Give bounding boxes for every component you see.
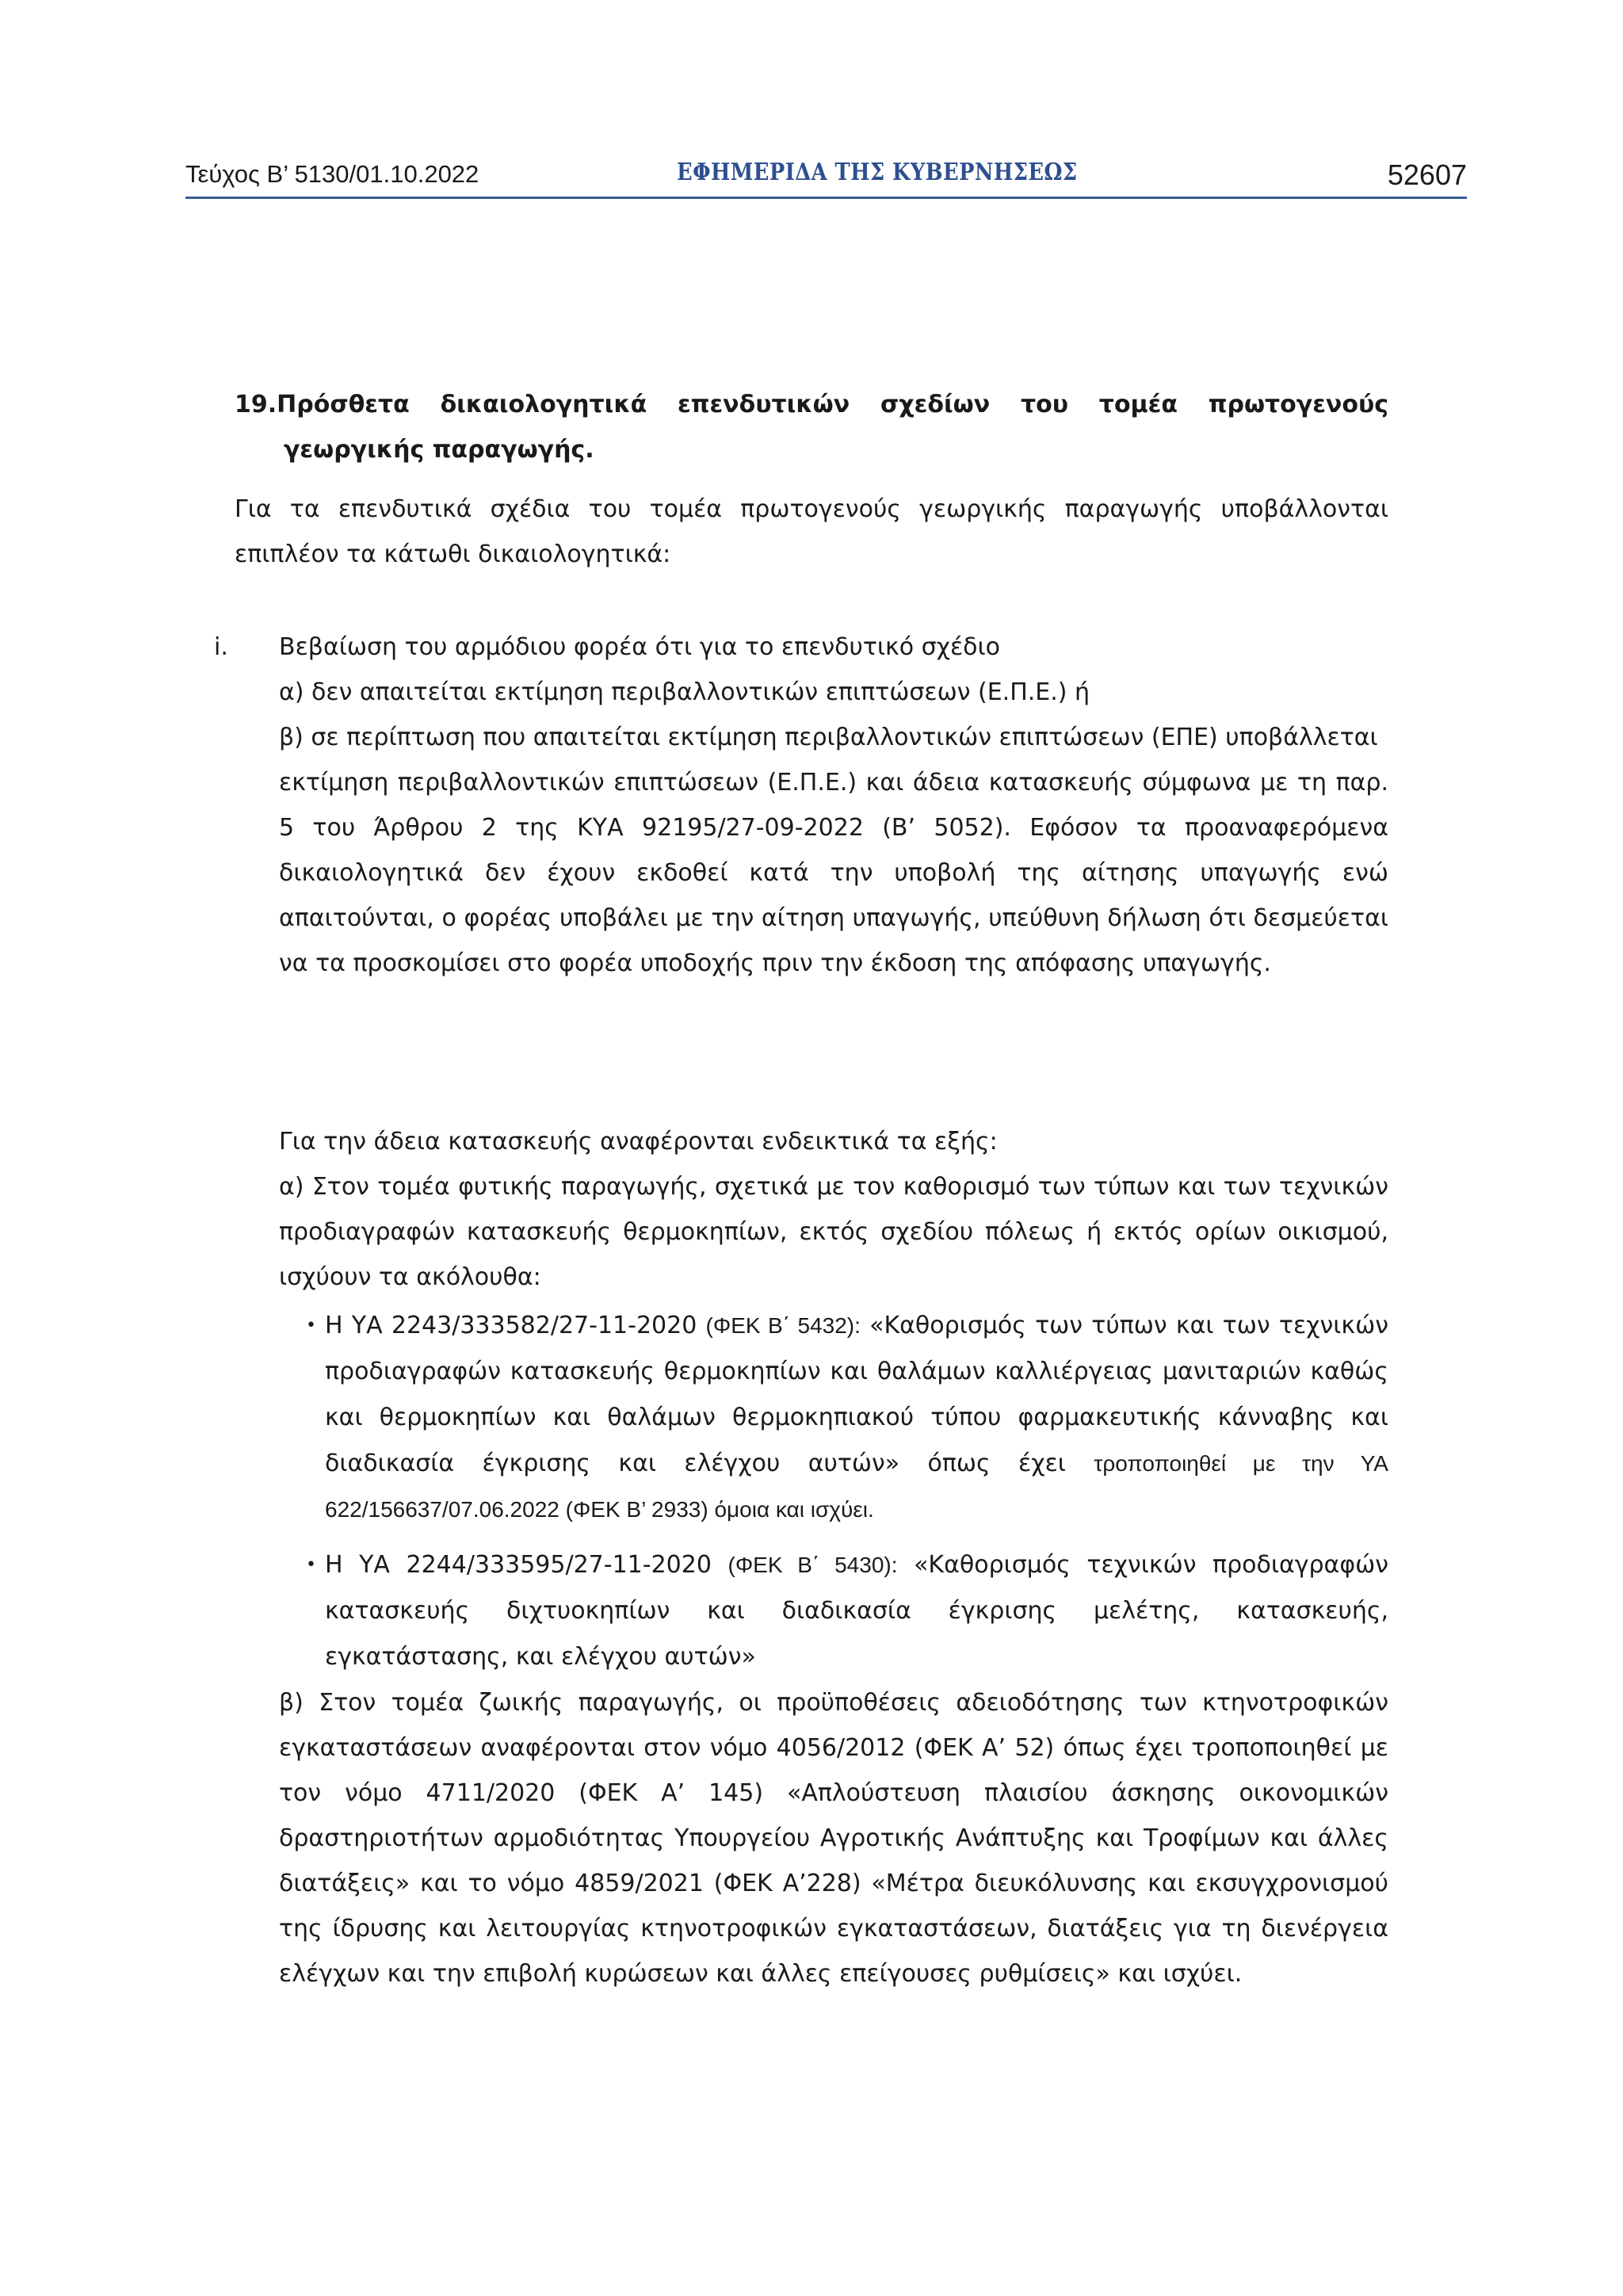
permit-beta: β) Στον τομέα ζωικής παραγωγής, οι προϋποθέσεις αδειοδότησης των κτηνοτροφικών εγκαταστάσεων αναφέρονται στον νόμο 4056/2012 (ΦΕΚ Α’ 52) όπως έχει τροποποιηθεί με τον νόμο 4711/2020 (ΦΕΚ Α’ 145) «Απλούστευση πλαισίου άσκησης οικονομικών δραστηριοτήτων αρμοδιότητας Υπουργείου Αγροτικής Ανάπτυξης και Τροφίμων και άλλες διατάξεις» και το νόμο 4859/2021 (ΦΕΚ Α’228) «Μέτρα διευκόλυνσης και εκσυγχρονισμού της ίδρυσης και λειτουργίας κτηνοτροφικών εγκαταστάσεων, διατάξεις για τη διενέργεια ελέγχων και την επιβολή κυρώσεων και άλλες επείγουσες ρυθμίσεις» και ισχύει. bbox=[279, 1689, 1388, 1988]
permit-section bbox=[279, 1119, 1388, 1300]
bullet-icon: • bbox=[306, 1316, 316, 1335]
bullet2-fek: (ΦΕΚ Β΄ 5430): bbox=[727, 1553, 898, 1577]
header-divider bbox=[185, 197, 1467, 199]
item-i-option-a: α) δεν απαιτείται εκτίμηση περιβαλλοντικών επιπτώσεων (Ε.Π.Ε.) ή bbox=[279, 678, 1090, 706]
issue-reference: Τεύχος Β’ 5130/01.10.2022 bbox=[185, 160, 479, 188]
permit-alpha: α) Στον τομέα φυτικής παραγωγής, σχετικά με τον καθορισμό των τύπων και των τεχνικών προδιαγραφών κατασκευής θερμοκηπίων, εκτός σχεδίου πόλεως ή εκτός ορίων οικισμού, ισχύουν τα ακόλουθα: bbox=[279, 1173, 1388, 1291]
bullet2-title: «Καθορισμός τεχνικών προδιαγραφών κατασκευής διχτυοκηπίων και διαδικασία έγκρισης μελέτης, κατασκευής, εγκατάστασης, και ελέγχου αυτών» bbox=[325, 1551, 1388, 1671]
item-i-body bbox=[279, 625, 1388, 986]
gazette-title: ΕΦΗΜΕΡΙΔΑ ΤΗΣ ΚΥΒΕΡΝΗΣΕΩΣ bbox=[677, 159, 1078, 186]
bullet1-regulation: Η ΥΑ 2243/333582/27-11-2020 bbox=[325, 1312, 697, 1339]
section-intro: Για τα επενδυτικά σχέδια του τομέα πρωτογενούς γεωργικής παραγωγής υποβάλλονται επιπλέον τα κάτωθι δικαιολογητικά: bbox=[235, 495, 1388, 568]
bullet1-amendment: τροποποιηθεί με την ΥΑ 622/156637/07.06.2022 (ΦΕΚ Β’ 2933) όμοια και ισχύει. bbox=[325, 1451, 1388, 1522]
permit-intro: Για την άδεια κατασκευής αναφέρονται ενδεικτικά τα εξής: bbox=[279, 1128, 998, 1156]
page-number: 52607 bbox=[1387, 159, 1467, 191]
bullet-item-2 bbox=[325, 1542, 1388, 1680]
section-heading-line1: 19.Πρόσθετα δικαιολογητικά επενδυτικών σχεδίων του τομέα πρωτογενούς bbox=[235, 391, 1388, 418]
bullet2-regulation: Η ΥΑ 2244/333595/27-11-2020 bbox=[325, 1551, 712, 1579]
item-i-line1: Βεβαίωση του αρμόδιου φορέα ότι για το επενδυτικό σχέδιο bbox=[279, 633, 1001, 661]
bullet-icon: • bbox=[306, 1555, 316, 1575]
bullet-item-1 bbox=[325, 1303, 1388, 1533]
bullet1-title: «Καθορισμός των τύπων και των τεχνικών προδιαγραφών κατασκευής θερμοκηπίων και θαλάμων καλλιέργειας μανιταριών καθώς και θερμοκηπίων και θαλάμων θερμοκηπιακού τύπου φαρμακευτικής κάνναβης και διαδικασία έγκρισης και ελέγχου αυτών» όπως έχει bbox=[325, 1312, 1388, 1477]
item-i-paragraph: εκτίμηση περιβαλλοντικών επιπτώσεων (Ε.Π.Ε.) και άδεια κατασκευής σύμφωνα με τη παρ. 5 του Άρθρου 2 της ΚΥΑ 92195/27-09-2022 (Β’ 5052). Εφόσον τα προαναφερόμενα δικαιολογητικά δεν έχουν εκδοθεί κατά την υποβολή της αίτησης υπαγωγής ενώ απαιτούνται, ο φορέας υποβάλει με την αίτηση υπαγωγής, υπεύθυνη δήλωση ότι δεσμεύεται να τα προσκομίσει στο φορέα υποδοχής πριν την έκδοση της απόφασης υπαγωγής. bbox=[279, 769, 1388, 977]
item-i-marker: i. bbox=[214, 633, 228, 661]
bullet1-fek: (ΦΕΚ Β΄ 5432): bbox=[705, 1313, 861, 1338]
section-heading bbox=[235, 382, 1388, 472]
item-i-option-b: β) σε περίπτωση που απαιτείται εκτίμηση περιβαλλοντικών επιπτώσεων (ΕΠΕ) υποβάλλεται bbox=[279, 724, 1378, 751]
section-heading-line2: γεωργικής παραγωγής. bbox=[284, 436, 594, 464]
